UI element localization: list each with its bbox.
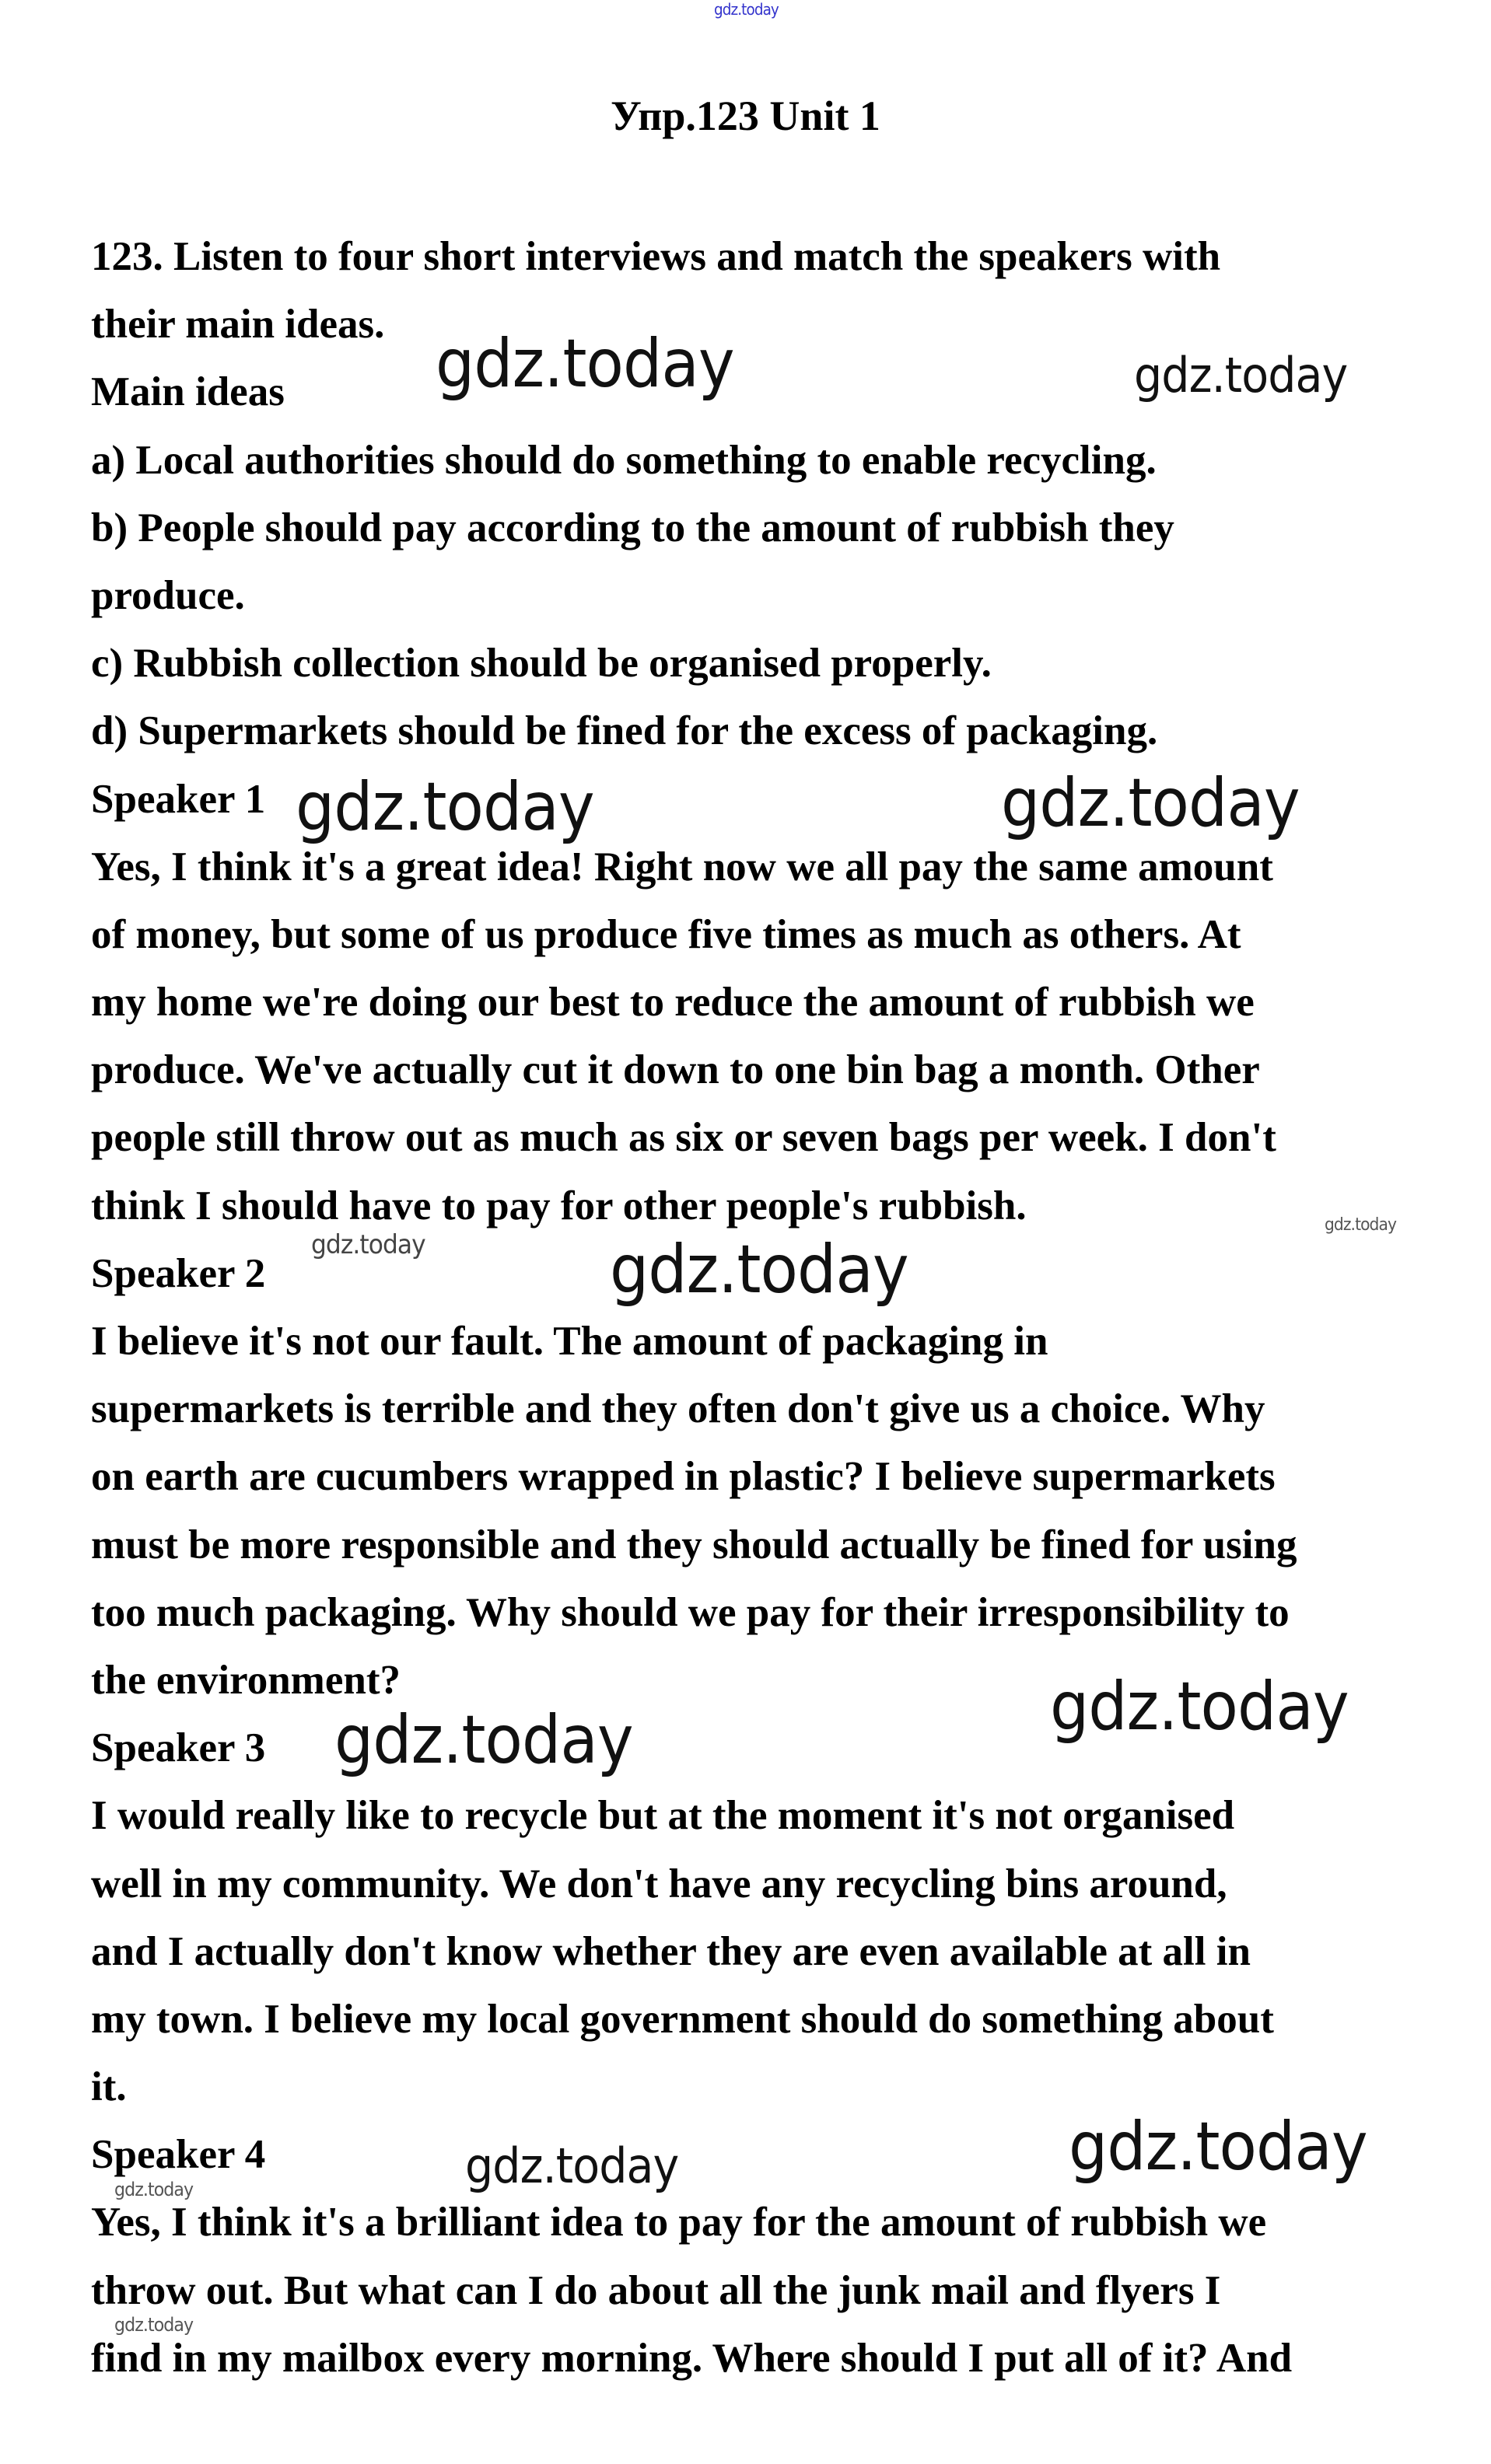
speaker-text-line: think I should have to pay for other people's rubbish. (91, 1183, 1027, 1229)
watermark: gdz.today (1050, 1668, 1349, 1746)
watermark: gdz.today (436, 325, 734, 403)
watermark: gdz.today (610, 1231, 908, 1309)
speaker-text-line: Yes, I think it's a brilliant idea to pay for the amount of rubbish we (91, 2200, 1267, 2246)
speaker-label: Speaker 2 (91, 1250, 266, 1296)
main-idea-line: d) Supermarkets should be fined for the excess of packaging. (91, 708, 1158, 754)
watermark: gdz.today (1134, 347, 1348, 404)
watermark: gdz.today (311, 1229, 425, 1260)
main-idea-line: b) People should pay according to the amount of rubbish they (91, 505, 1174, 550)
speaker-label: Speaker 1 (91, 776, 266, 822)
speaker-text-line: too much packaging. Why should we pay for their irresponsibility to (91, 1589, 1290, 1635)
watermark: gdz.today (114, 2314, 194, 2336)
speaker-text-line: supermarkets is terrible and they often don't give us a choice. Why (91, 1386, 1265, 1432)
page-title: Упр.123 Unit 1 (611, 93, 880, 139)
speaker-text-line: people still throw out as much as six or seven bags per week. I don't (91, 1115, 1276, 1161)
speaker-text-line: my home we're doing our best to reduce the amount of rubbish we (91, 980, 1255, 1026)
watermark: gdz.today (114, 2179, 194, 2200)
speaker-text-line: the environment? (91, 1657, 401, 1703)
speaker-text-line: on earth are cucumbers wrapped in plastic? I believe supermarkets (91, 1454, 1276, 1500)
speaker-label: Speaker 4 (91, 2132, 266, 2178)
watermark: gdz.today (334, 1701, 633, 1779)
watermark: gdz.today (714, 0, 779, 19)
speaker-text-line: I would really like to recycle but at the moment it's not organised (91, 1793, 1235, 1839)
main-idea-line: a) Local authorities should do something to enable recycling. (91, 437, 1157, 483)
speaker-text-line: well in my community. We don't have any recycling bins around, (91, 1861, 1227, 1907)
speaker-text-line: and I actually don't know whether they are even available at all in (91, 1928, 1251, 1974)
speaker-text-line: Yes, I think it's a great idea! Right now we all pay the same amount (91, 844, 1273, 889)
speaker-text-line: my town. I believe my local government should do something about (91, 1996, 1274, 2042)
main-ideas-heading: Main ideas (91, 369, 285, 415)
watermark: gdz.today (296, 768, 594, 846)
speaker-label: Speaker 3 (91, 1725, 266, 1771)
main-idea-line: produce. (91, 572, 245, 618)
speaker-text-line: produce. We've actually cut it down to one bin bag a month. Other (91, 1047, 1260, 1093)
watermark: gdz.today (1001, 764, 1300, 842)
main-idea-line: c) Rubbish collection should be organised properly. (91, 641, 992, 687)
speaker-text-line: must be more responsible and they should actually be fined for using (91, 1522, 1297, 1568)
task-instruction-line: 123. Listen to four short interviews and match the speakers with (91, 234, 1221, 279)
watermark: gdz.today (465, 2137, 679, 2194)
speaker-text-line: find in my mailbox every morning. Where should I put all of it? And (91, 2335, 1293, 2381)
watermark: gdz.today (1325, 1215, 1397, 1235)
task-instruction-line: their main ideas. (91, 302, 385, 348)
speaker-text-line: of money, but some of us produce five times as much as others. At (91, 911, 1241, 957)
speaker-text-line: it. (91, 2064, 127, 2110)
speaker-text-line: throw out. But what can I do about all the junk mail and flyers I (91, 2267, 1221, 2313)
watermark: gdz.today (1069, 2108, 1367, 2186)
speaker-text-line: I believe it's not our fault. The amount of packaging in (91, 1319, 1048, 1364)
